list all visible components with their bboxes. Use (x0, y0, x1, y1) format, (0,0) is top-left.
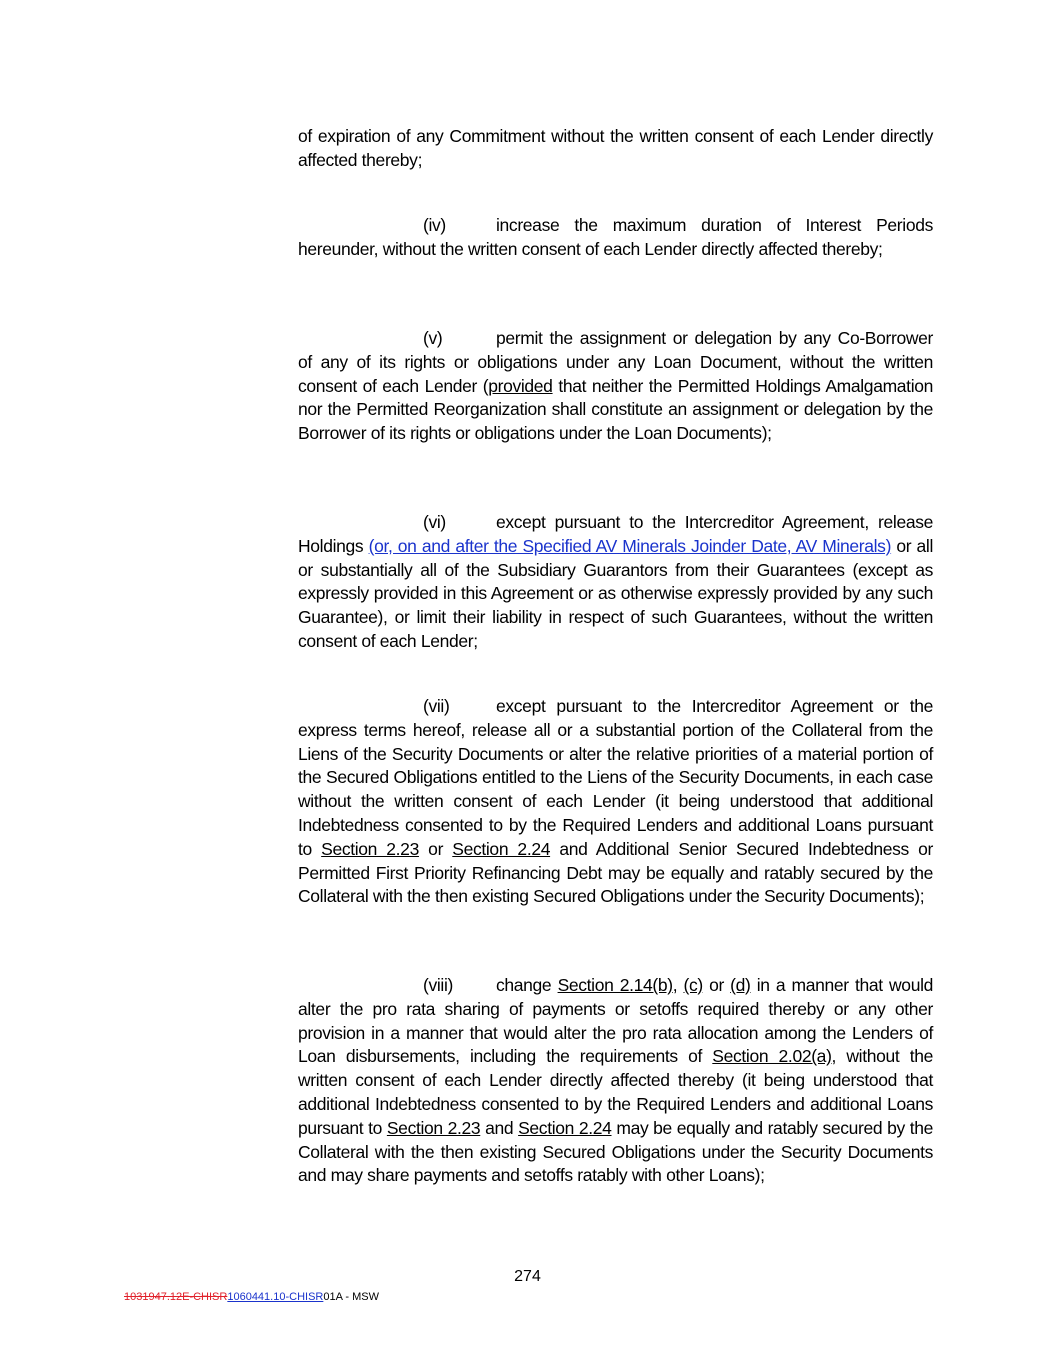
clause-viii-text-5: , without the written consent of each Lender directly affected thereby (it being understood that additional Indebtedness consented to by the Required Lenders and additional Loans pursuant to (298, 1046, 933, 1138)
clause-v-number: (v) (423, 328, 443, 348)
clause-viii-text-6: and (480, 1117, 519, 1138)
clause-v-text-2: that neither the Permitted Holdings Amalgamation nor the Permitted Reorganization shall constitute an assignment or delegation by the Borrower of its rights or obligations under the Loan Documents); (298, 375, 933, 444)
clause-viii-text-2: , (672, 975, 684, 995)
footer-deleted-id: 1031947.12E-CHISR (124, 1291, 228, 1303)
clause-v (298, 327, 933, 446)
clause-vii-text-2: or (418, 838, 453, 859)
section-2-24-ref: Section 2.24 (452, 838, 551, 859)
clause-iii-text: of expiration of any Commitment without the written consent of each Lender directly affected thereby; (298, 126, 933, 170)
clause-iv-number: (iv) (423, 215, 446, 235)
clause-vi (298, 511, 933, 654)
section-2-02a-ref: Section 2.02(a) (712, 1046, 832, 1067)
page-number: 274 (514, 1268, 541, 1285)
clause-iv (298, 214, 933, 262)
document-footer-id (124, 1291, 379, 1303)
clause-iv-text: increase the maximum duration of Interest Periods hereunder, without the written consent of each Lender directly affected thereby; (298, 215, 933, 259)
footer-inserted-id[interactable]: 1060441.10-CHISR (227, 1291, 324, 1303)
clause-vi-insertion-link[interactable]: (or, on and after the Specified AV Minerals Joinder Date, AV Minerals) (368, 535, 892, 556)
footer-suffix: 01A - MSW (323, 1291, 379, 1303)
clause-viii (298, 974, 933, 1188)
clause-vii-number: (vii) (423, 696, 450, 716)
clause-vii-text-3: and Additional Senior Secured Indebtedness or Permitted First Priority Refinancing Debt may be equally and ratably secured by the Collateral with the then existing Secured Obligations under the Security Documents); (298, 838, 933, 907)
clause-vi-number: (vi) (423, 512, 446, 532)
section-2-14b-ref: Section 2.14(b) (557, 975, 673, 995)
clause-v-provided: provided (488, 375, 553, 396)
clause-vii-text-1: except pursuant to the Intercreditor Agreement or the express terms hereof, release all or a substantial portion of the Collateral from the Liens of the Security Documents or alter the relative priorities of a material portion of the Secured Obligations entitled to the Liens of the Security Documents, in each case without the written consent of each Lender (it being understood that additional Indebtedness consented to by the Required Lenders and additional Loans pursuant to (298, 696, 933, 859)
section-c-ref: (c) (683, 975, 703, 995)
section-2-23-ref: Section 2.23 (321, 838, 419, 859)
clause-vi-text-2: or all or substantially all of the Subsidiary Guarantors from their Guarantees (except as expressly provided in this Agreement or as otherwise expressly provided by any such Guarantee), or limit their liability in respect of such Guarantees, without the written consent of each Lender; (298, 535, 934, 651)
clause-iii-continuation (298, 125, 933, 173)
section-d-ref: (d) (730, 975, 751, 995)
clause-vi-text-1: except pursuant to the Intercreditor Agreement, release Holdings (298, 512, 933, 556)
clause-vii (298, 695, 933, 909)
clause-viii-text-7: may be equally and ratably secured by the Collateral with the then existing Secured Obligations under the Security Documents and may share payments and setoffs ratably with other Loans); (298, 1117, 934, 1186)
section-2-24-ref: Section 2.24 (518, 1117, 612, 1138)
clause-viii-text-1: change (496, 975, 558, 995)
section-2-23-ref: Section 2.23 (386, 1117, 481, 1138)
clause-viii-number: (viii) (423, 975, 453, 995)
clause-viii-text-3: or (702, 975, 731, 995)
clause-v-text-1: permit the assignment or delegation by any Co-Borrower of any of its rights or obligations under any Loan Document, without the written consent of each Lender ( (298, 328, 933, 396)
clause-viii-text-4: in a manner that would alter the pro rata sharing of payments or setoffs required thereby or any other provision in a manner that would alter the pro rata allocation among the Lenders of Loan disbursements, including the requirements of (298, 975, 933, 1067)
